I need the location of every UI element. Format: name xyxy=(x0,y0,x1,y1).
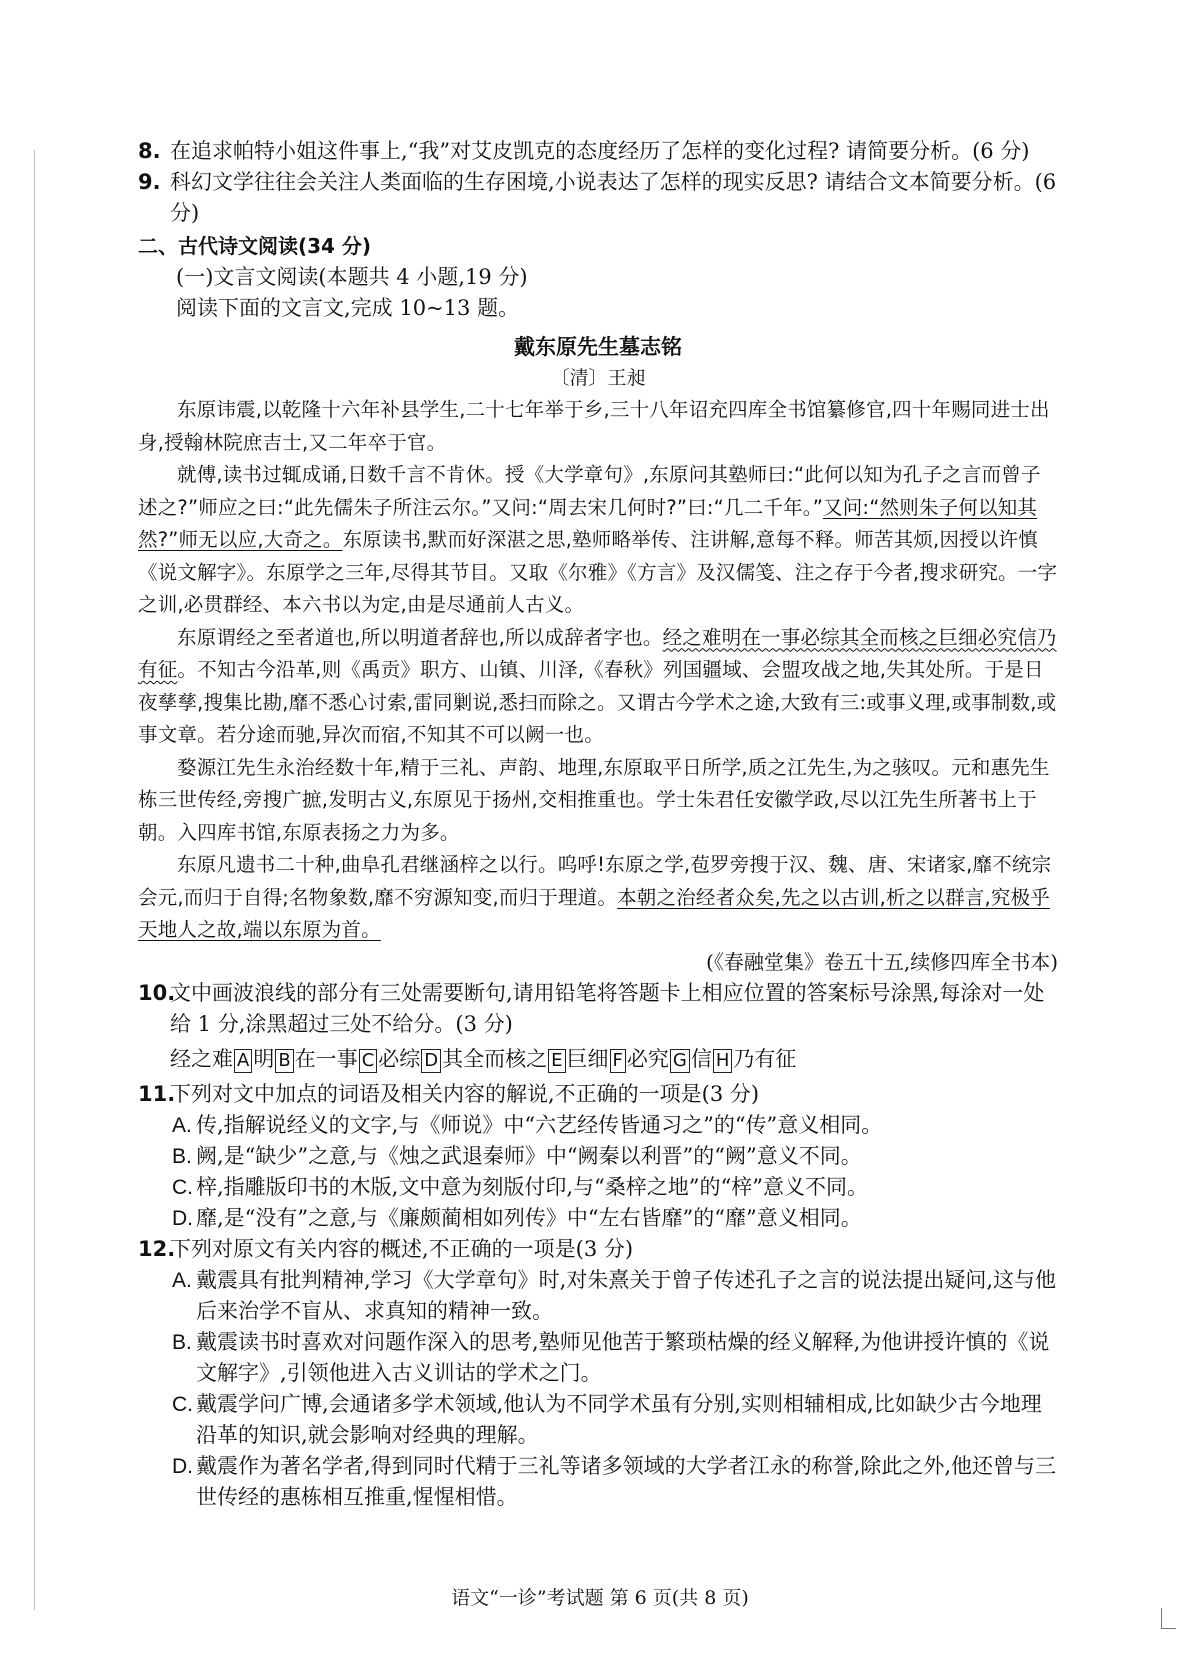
option-text: 戴震作为著名学者,得到同时代精于三礼等诸多领域的大学者江永的称誉,除此之外,他还曾与三世传经的惠栋相互推重,惺惺相惜。 xyxy=(196,1453,1057,1509)
option-c xyxy=(172,1172,1058,1203)
question-11 xyxy=(138,1079,1058,1110)
paragraph-text: 东原凡遗书二十种,曲阜孔君继涵梓之以行。呜呼!东原之学,苞罗旁搜于汉、魏、唐、宋诸家,靡不统宗会元,而归于自得;名物象数,靡不穷源知变,而归于理道。 xyxy=(138,853,1052,909)
page-content xyxy=(138,136,1058,1513)
article-paragraph-3 xyxy=(138,622,1058,752)
underlined-sentence: 本朝之治经者众矣,先之以古训,析之以群言,究极乎天地人之故,端以东原为首。 xyxy=(138,885,1050,941)
answer-mark: G xyxy=(670,1049,690,1073)
option-label: B. xyxy=(172,1144,192,1168)
option-text: 靡,是“没有”之意,与《廉颇蔺相如列传》中“左右皆靡”的“靡”意义相同。 xyxy=(196,1205,862,1230)
option-label: B. xyxy=(172,1330,192,1354)
segment: 乃有征 xyxy=(733,1046,797,1071)
option-c xyxy=(172,1389,1058,1451)
question-number: 11. xyxy=(138,1081,176,1106)
question-number: 10. xyxy=(138,980,176,1005)
option-a xyxy=(172,1265,1058,1327)
sentence-break-options xyxy=(170,1044,1058,1075)
segment: 巨细 xyxy=(566,1046,609,1071)
question-text: 文中画波浪线的部分有三处需要断句,请用铅笔将答题卡上相应位置的答案标号涂黑,每涂对一处给 1 分,涂黑超过三处不给分。(3 分) xyxy=(170,980,1045,1036)
segment: 必究 xyxy=(626,1046,669,1071)
paragraph-text: 就傅,读书过辄成诵,日数千言不肯休。授《大学章句》,东原问其塾师曰:“此何以知为孔子之言而曾子述之?”师应之曰:“此先儒朱子所注云尔。”又问:“周去宋几何时?”曰:“几二千年。” xyxy=(138,463,1041,519)
article-author: 〔清〕王昶 xyxy=(550,367,646,389)
article-source: (《春融堂集》卷五十五,续修四库全书本) xyxy=(706,949,1058,974)
option-text: 戴震读书时喜欢对问题作深入的思考,塾师见他苦于繁琐枯燥的经义解释,为他讲授许慎的《说文解字》,引领他进入古义训诂的学术之门。 xyxy=(196,1329,1050,1385)
answer-mark: A xyxy=(234,1049,252,1073)
question-8 xyxy=(138,136,1058,167)
section-heading: 二、古代诗文阅读(34 分) xyxy=(138,234,372,258)
paragraph-text: 。不知古今沿革,则《禹贡》职方、山镇、川泽,《春秋》列国疆域、会盟攻战之地,失其处所。于是日夜孳孳,搜集比勘,靡不悉心讨索,雷同剿说,悉扫而除之。又谓古今学术之途,大致有三:或事义理,或事制数,或事文章。若分途而驰,异次而宿,不知其不可以阙一也。 xyxy=(138,658,1057,746)
question-9 xyxy=(138,167,1058,229)
option-text: 梓,指雕版印书的木版,文中意为刻版付印,与“桑梓之地”的“梓”意义不同。 xyxy=(196,1174,868,1199)
answer-mark: D xyxy=(421,1049,441,1073)
segment: 必综 xyxy=(378,1046,421,1071)
paragraph-text: 东原读书,默而好深湛之思,塾师略举传、注讲解,意每不释。师苦其烦,因授以许慎《说文解字》。东原学之三年,尽得其节目。又取《尔雅》《方言》及汉儒笺、注之存于今者,搜求研究。一字之训,必贯群经、本六书以为定,由是尽通前人古义。 xyxy=(138,528,1058,616)
article-paragraph-2 xyxy=(138,459,1058,622)
question-12 xyxy=(138,1234,1058,1265)
option-label: C. xyxy=(172,1392,193,1416)
wavy-underlined-sentence: 经之难明在一事必综其全而核之巨细必究信乃有征 xyxy=(138,625,1057,681)
answer-mark: H xyxy=(713,1049,733,1073)
paragraph-text: 东原谓经之至者道也,所以明道者辞也,所以成辞者字也。 xyxy=(177,625,663,649)
article-paragraph-1: 东原讳震,以乾隆十六年补县学生,二十七年举于乡,三十八年诏充四库全书馆纂修官,四十年赐同进士出身,授翰林院庶吉士,又二年卒于官。 xyxy=(138,398,1050,454)
question-10 xyxy=(138,978,1058,1040)
page-footer: 语文“一诊”考试题 第 6 页(共 8 页) xyxy=(451,1587,749,1609)
answer-mark: B xyxy=(275,1049,293,1073)
article-paragraph-4: 婺源江先生永治经数十年,精于三礼、声韵、地理,东原取平日所学,质之江先生,为之骇叹。元和惠先生栋三世传经,旁搜广摭,发明古义,东原见于扬州,交相推重也。学士朱君任安徽学政,尽以江先生所著书上于朝。入四库书馆,东原表扬之力为多。 xyxy=(138,755,1050,844)
answer-mark: F xyxy=(610,1049,626,1073)
option-label: D. xyxy=(172,1454,193,1478)
subsection-heading: (一)文言文阅读(本题共 4 小题,19 分) xyxy=(176,265,528,289)
option-label: A. xyxy=(172,1268,192,1292)
segment: 其全而核之 xyxy=(442,1046,548,1071)
segment: 信 xyxy=(690,1046,712,1071)
article-title: 戴东原先生墓志铭 xyxy=(514,335,682,359)
segment: 明 xyxy=(253,1046,275,1071)
option-text: 传,指解说经义的文字,与《师说》中“六艺经传皆通习之”的“传”意义相同。 xyxy=(196,1112,883,1137)
answer-mark: C xyxy=(359,1049,378,1073)
option-b xyxy=(172,1141,1058,1172)
article-paragraph-5 xyxy=(138,849,1058,947)
option-a xyxy=(172,1110,1058,1141)
question-number: 9. xyxy=(138,170,161,194)
answer-mark: E xyxy=(548,1049,565,1073)
segment: 在一事 xyxy=(294,1046,358,1071)
question-text: 下列对原文有关内容的概述,不正确的一项是(3 分) xyxy=(170,1236,634,1261)
option-b xyxy=(172,1327,1058,1389)
option-label: A. xyxy=(172,1113,192,1137)
question-text: 科幻文学往往会关注人类面临的生存困境,小说表达了怎样的现实反思? 请结合文本简要分析。(6 分) xyxy=(170,170,1057,225)
option-text: 戴震学问广博,会通诸多学术领域,他认为不同学术虽有分别,实则相辅相成,比如缺少古今地理沿革的知识,就会影响对经典的理解。 xyxy=(196,1391,1042,1447)
crop-mark xyxy=(1161,1608,1176,1629)
option-d xyxy=(172,1203,1058,1234)
question-text: 下列对文中加点的词语及相关内容的解说,不正确的一项是(3 分) xyxy=(170,1081,760,1106)
reading-instruction: 阅读下面的文言文,完成 10~13 题。 xyxy=(176,296,520,320)
option-text: 戴震具有批判精神,学习《大学章句》时,对朱熹关于曾子传述孔子之言的说法提出疑问,这与他后来治学不盲从、求真知的精神一致。 xyxy=(196,1267,1057,1323)
binding-margin-line xyxy=(34,150,35,1610)
underlined-sentence: 又问:“然则朱子何以知其然?”师无以应,大奇之。 xyxy=(138,495,1038,551)
option-label: D. xyxy=(172,1206,193,1230)
segment: 经之难 xyxy=(170,1046,233,1071)
question-number: 8. xyxy=(138,139,161,163)
option-text: 阙,是“缺少”之意,与《烛之武退秦师》中“阙秦以利晋”的“阙”意义不同。 xyxy=(196,1143,862,1168)
option-label: C. xyxy=(172,1175,193,1199)
question-number: 12. xyxy=(138,1236,176,1261)
question-text: 在追求帕特小姐这件事上,“我”对艾皮凯克的态度经历了怎样的变化过程? 请简要分析。(6 分) xyxy=(170,139,1030,163)
option-d xyxy=(172,1451,1058,1513)
